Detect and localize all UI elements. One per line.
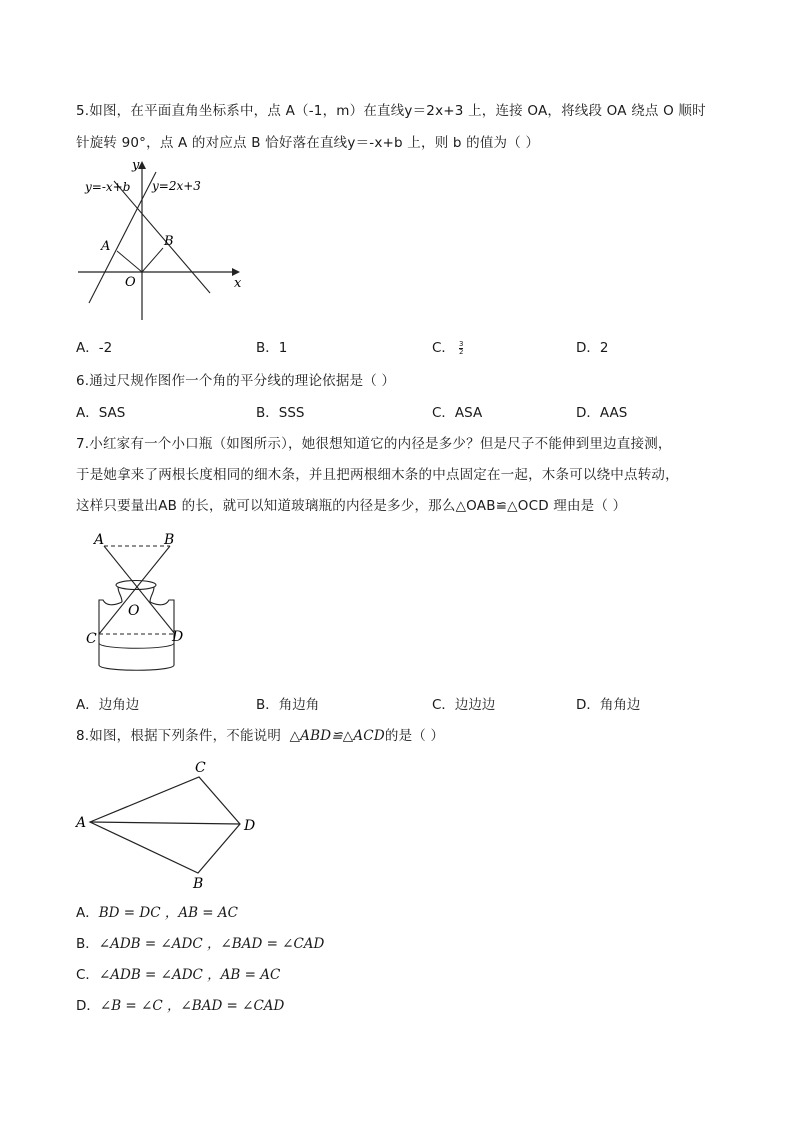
q8-text bbox=[76, 726, 444, 746]
q6-option-a: A．SAS bbox=[76, 405, 126, 421]
q7-option-d: D．角角边 bbox=[576, 697, 641, 713]
q8-option-d-math: ∠B = ∠C ，∠BAD = ∠CAD bbox=[99, 998, 285, 1014]
q6-option-c: C．ASA bbox=[432, 405, 483, 421]
q6-option-d: D．AAS bbox=[576, 405, 628, 421]
q7-point-a-label: A bbox=[94, 532, 105, 548]
q8-option-c-label: C． bbox=[76, 967, 99, 983]
q5-point-a-label: A bbox=[101, 239, 111, 254]
q8-option-d-label: D． bbox=[76, 998, 100, 1014]
q5-coordinate-figure bbox=[70, 155, 270, 325]
q5-option-c-fraction bbox=[459, 341, 463, 356]
q8-option-c-math: ∠ADB = ∠ADC ，AB = AC bbox=[98, 967, 281, 983]
q5-option-b: B．1 bbox=[256, 340, 288, 356]
q5-point-b-label: B bbox=[164, 234, 174, 249]
q8-option-c bbox=[76, 965, 280, 985]
q7-option-b: B．角边角 bbox=[256, 697, 320, 713]
q7-point-d-label: D bbox=[172, 629, 184, 645]
q5-x-axis-label: x bbox=[234, 276, 242, 291]
q7-text-line2: 于是她拿来了两根长度相同的细木条，并且把两根细木条的中点固定在一起，木条可以绕中点转动， bbox=[76, 467, 679, 483]
q7-point-o-label: O bbox=[128, 603, 140, 619]
q8-kite-figure bbox=[74, 755, 274, 895]
q7-option-a: A．边角边 bbox=[76, 697, 140, 713]
q8-text-suffix: 的是（ ） bbox=[384, 728, 445, 744]
q8-text-math: △ABD≌△ACD bbox=[289, 728, 385, 744]
q5-option-a: A．-2 bbox=[76, 340, 113, 356]
q8-option-d bbox=[76, 996, 284, 1016]
q6-text: 6.通过尺规作图作一个角的平分线的理论依据是（ ） bbox=[76, 373, 396, 389]
q5-text-line1: 5.如图，在平面直角坐标系中，点 A（-1，m）在直线y＝2x+3 上，连接 OA，将线段 OA 绕点 O 顺时 bbox=[76, 103, 706, 119]
q8-point-c-label: C bbox=[195, 760, 206, 776]
q8-point-d-label: D bbox=[244, 818, 256, 834]
q5-line2-label: y=2x+3 bbox=[152, 179, 201, 193]
q7-text-line1: 7.小红家有一个小口瓶（如图所示），她很想知道它的内径是多少？但是尺子不能伸到里边直接测， bbox=[76, 436, 672, 452]
q5-line1-label: y=-x+b bbox=[85, 180, 131, 194]
q5-option-c bbox=[432, 338, 463, 358]
q5-option-c-label: C． bbox=[432, 340, 455, 356]
q8-option-b-label: B． bbox=[76, 936, 99, 952]
q8-option-b bbox=[76, 934, 324, 954]
q5-origin-label: O bbox=[125, 275, 136, 290]
q8-point-b-label: B bbox=[193, 876, 204, 892]
q7-text-line3: 这样只要量出AB 的长，就可以知道玻璃瓶的内径是多少，那么△OAB≌△OCD 理由是（ ） bbox=[76, 498, 627, 514]
q5-y-axis-label: y bbox=[132, 158, 140, 173]
q5-option-d: D．2 bbox=[576, 340, 609, 356]
q5-option-c-denominator: 2 bbox=[458, 347, 464, 356]
q5-text-line2: 针旋转 90°，点 A 的对应点 B 恰好落在直线y＝-x+b 上，则 b 的值为（ ） bbox=[76, 135, 540, 151]
q8-option-a bbox=[76, 903, 238, 923]
q7-bottle-figure bbox=[84, 530, 204, 680]
q8-option-b-math: ∠ADB = ∠ADC ，∠BAD = ∠CAD bbox=[98, 936, 325, 952]
q7-option-c: C．边边边 bbox=[432, 697, 496, 713]
q5-option-c-numerator: 3 bbox=[458, 339, 464, 348]
q7-point-c-label: C bbox=[86, 631, 97, 647]
q6-option-b: B．SSS bbox=[256, 405, 305, 421]
q8-text-prefix: 8.如图，根据下列条件，不能说明 bbox=[76, 728, 282, 744]
q8-option-a-label: A． bbox=[76, 905, 99, 921]
q7-point-b-label: B bbox=[164, 532, 175, 548]
q8-option-a-math: BD = DC ，AB = AC bbox=[98, 905, 238, 921]
q8-point-a-label: A bbox=[76, 815, 87, 831]
